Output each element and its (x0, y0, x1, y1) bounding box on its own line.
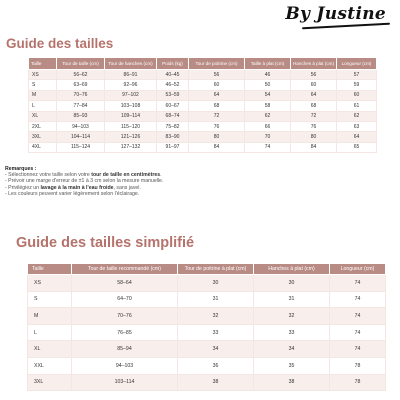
column-header: Tour de poitrine (cm) (189, 58, 245, 70)
size-cell: L (29, 101, 57, 111)
table-cell: 30 (178, 275, 254, 292)
table-cell: 80 (291, 132, 337, 142)
table-cell: 53–59 (157, 90, 189, 100)
simplified-size-table (27, 263, 386, 391)
size-guide-table (28, 57, 377, 153)
table-cell: 78 (330, 357, 386, 374)
table-cell: 58 (245, 101, 291, 111)
table-cell: 75–82 (157, 121, 189, 131)
table-cell: 74 (330, 308, 386, 325)
table-cell: 34 (254, 341, 330, 358)
table-cell: 74 (330, 291, 386, 308)
table-row (29, 80, 377, 90)
table-header-row (29, 58, 377, 70)
table-cell: 60 (291, 80, 337, 90)
table-cell: 70 (245, 132, 291, 142)
table-cell: 64 (291, 90, 337, 100)
table-cell: 31 (254, 291, 330, 308)
size-cell: S (29, 80, 57, 90)
table-cell: 63–69 (57, 80, 105, 90)
table-cell: 70–76 (72, 308, 178, 325)
table-cell: 91–97 (157, 142, 189, 152)
table-cell: 121–126 (105, 132, 157, 142)
table-row (29, 101, 377, 111)
simplified-guide-title: Guide des tailles simplifié (16, 235, 195, 251)
table-cell: 30 (254, 275, 330, 292)
table-cell: 65 (337, 142, 377, 152)
remarks-block (5, 166, 305, 197)
table-cell: 76–85 (72, 324, 178, 341)
size-cell: XL (29, 111, 57, 121)
size-cell: M (28, 308, 72, 325)
table-cell: 94–103 (57, 121, 105, 131)
table-row (28, 308, 386, 325)
size-cell: XXL (28, 357, 72, 374)
table-cell: 85–94 (72, 341, 178, 358)
table-row (29, 132, 377, 142)
table-cell: 38 (254, 374, 330, 391)
table-cell: 62 (245, 111, 291, 121)
table-cell: 62 (337, 111, 377, 121)
table-cell: 109–114 (105, 111, 157, 121)
size-guide-title: Guide des tailles (6, 36, 114, 51)
table-row (28, 341, 386, 358)
brand-logo: By Justine (285, 4, 386, 24)
table-cell: 68 (291, 101, 337, 111)
table-cell: 97–102 (105, 90, 157, 100)
table-cell: 54 (245, 90, 291, 100)
table-row (29, 121, 377, 131)
table-cell: 33 (254, 324, 330, 341)
table-cell: 31 (178, 291, 254, 308)
table-cell: 104–114 (57, 132, 105, 142)
column-header: Tour de taille recommandé (cm) (72, 264, 178, 275)
column-header: Longueur (cm) (330, 264, 386, 275)
column-header: Longueur (cm) (337, 58, 377, 70)
table-header-row (28, 264, 386, 275)
table-cell: 64 (189, 90, 245, 100)
table-cell: 84 (291, 142, 337, 152)
size-cell: L (28, 324, 72, 341)
table-cell: 35 (254, 357, 330, 374)
table-cell: 61 (337, 101, 377, 111)
table-row (29, 142, 377, 152)
table-cell: 74 (330, 275, 386, 292)
table-cell: 57 (337, 70, 377, 80)
table-cell: 127–132 (105, 142, 157, 152)
size-cell: 3XL (29, 132, 57, 142)
table-cell: 34 (178, 341, 254, 358)
table-cell: 78 (330, 374, 386, 391)
table-row (29, 90, 377, 100)
table-cell: 94–103 (72, 357, 178, 374)
table-cell: 72 (291, 111, 337, 121)
remark-line: - Les couleurs peuvent varier légèrement selon l'éclairage. (5, 190, 140, 197)
table-row (28, 357, 386, 374)
table-row (29, 70, 377, 80)
size-cell: 4XL (29, 142, 57, 152)
column-header: Taille (28, 264, 72, 275)
size-cell: XS (28, 275, 72, 292)
table-cell: 76 (189, 121, 245, 131)
size-cell: 3XL (28, 374, 72, 391)
column-header: Hanches à plat (cm) (291, 58, 337, 70)
table-cell: 80 (189, 132, 245, 142)
size-cell: XL (28, 341, 72, 358)
table-cell: 64–70 (72, 291, 178, 308)
table-cell: 56–62 (57, 70, 105, 80)
table-cell: 86–91 (105, 70, 157, 80)
table-cell: 115–124 (57, 142, 105, 152)
table-cell: 32 (178, 308, 254, 325)
table-cell: 32 (254, 308, 330, 325)
size-cell: XS (29, 70, 57, 80)
table-cell: 103–114 (72, 374, 178, 391)
table-row (28, 291, 386, 308)
column-header: Hanches à plat (cm) (254, 264, 330, 275)
column-header: Poids (kg) (157, 58, 189, 70)
size-cell: S (28, 291, 72, 308)
table-cell: 68–74 (157, 111, 189, 121)
table-cell: 83–90 (157, 132, 189, 142)
table-cell: 64 (337, 132, 377, 142)
table-cell: 59 (337, 80, 377, 90)
table-row (28, 275, 386, 292)
table-cell: 72 (189, 111, 245, 121)
table-cell: 58–64 (72, 275, 178, 292)
table-cell: 60–67 (157, 101, 189, 111)
table-cell: 38 (178, 374, 254, 391)
remark-line: - Privilégiez un lavage à la main à l'eau froide, sans javel. (5, 184, 141, 191)
table-cell: 77–84 (57, 101, 105, 111)
column-header: Tour de hanches (cm) (105, 58, 157, 70)
table-cell: 74 (330, 324, 386, 341)
table-cell: 60 (337, 90, 377, 100)
table-cell: 56 (291, 70, 337, 80)
table-cell: 56 (189, 70, 245, 80)
column-header: Tour de poitrine à plat (cm) (178, 264, 254, 275)
size-cell: 2XL (29, 121, 57, 131)
column-header: Taille à plat (cm) (245, 58, 291, 70)
table-row (28, 324, 386, 341)
table-cell: 46–52 (157, 80, 189, 90)
table-cell: 66 (245, 121, 291, 131)
table-cell: 68 (189, 101, 245, 111)
table-cell: 50 (245, 80, 291, 90)
remark-line: - Sélectionnez votre taille selon votre tour de taille en centimètres. (5, 172, 162, 179)
table-cell: 74 (330, 341, 386, 358)
table-cell: 115–120 (105, 121, 157, 131)
table-cell: 40–45 (157, 70, 189, 80)
table-cell: 46 (245, 70, 291, 80)
table-row (29, 111, 377, 121)
remark-line: - Prévoir une marge d'erreur de ±1 à 3 cm selon la mesure manuelle. (5, 178, 164, 185)
table-cell: 74 (245, 142, 291, 152)
table-cell: 60 (189, 80, 245, 90)
column-header: Taille (29, 58, 57, 70)
table-cell: 85–93 (57, 111, 105, 121)
table-cell: 103–108 (105, 101, 157, 111)
table-cell: 92–96 (105, 80, 157, 90)
table-cell: 84 (189, 142, 245, 152)
table-cell: 70–76 (57, 90, 105, 100)
size-cell: M (29, 90, 57, 100)
table-cell: 63 (337, 121, 377, 131)
table-cell: 36 (178, 357, 254, 374)
column-header: Tour de taille (cm) (57, 58, 105, 70)
table-row (28, 374, 386, 391)
table-cell: 33 (178, 324, 254, 341)
remarks-title: Remarques : (5, 166, 37, 172)
table-cell: 76 (291, 121, 337, 131)
